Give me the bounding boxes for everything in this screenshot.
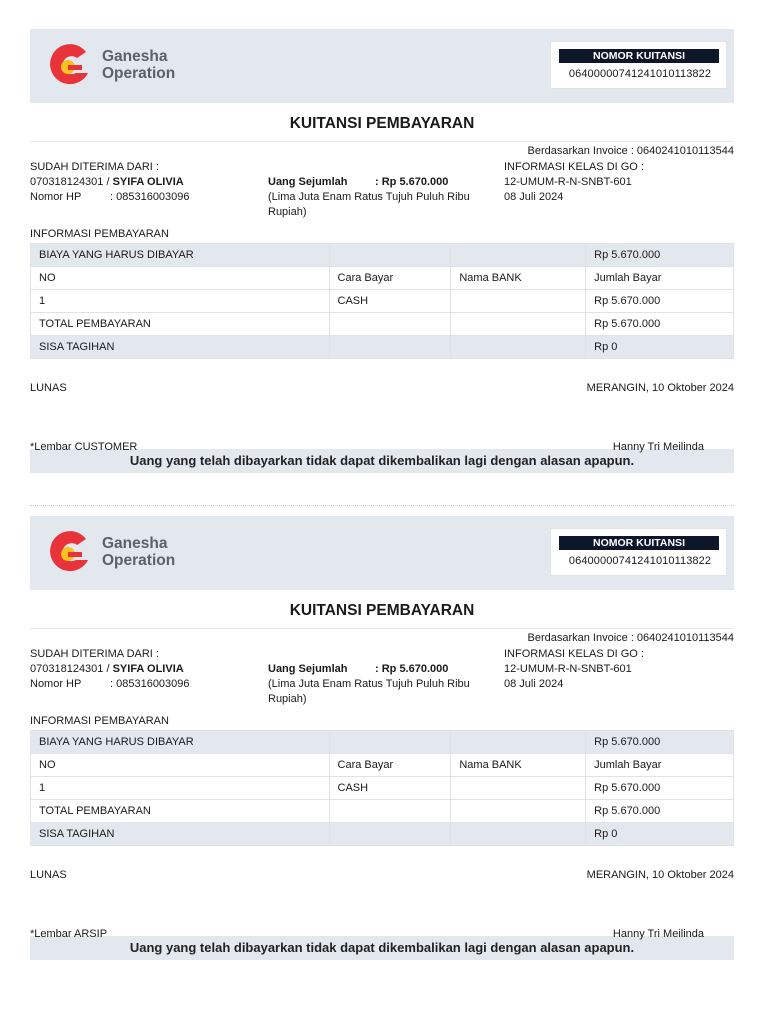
class-info-label: INFORMASI KELAS DI GO : bbox=[504, 648, 644, 660]
invoice-reference: Berdasarkan Invoice : 0640241010113544 bbox=[527, 632, 734, 644]
student-name: SYIFA OLIVIA bbox=[112, 176, 184, 188]
table-cell: 1 bbox=[31, 777, 330, 800]
receipt-number: 06400000741241010113822 bbox=[568, 68, 712, 80]
amount-words-2: Rupiah) bbox=[268, 693, 307, 705]
table-row-due bbox=[31, 731, 734, 754]
receipt-header bbox=[30, 29, 734, 103]
payment-info-label: INFORMASI PEMBAYARAN bbox=[30, 715, 169, 727]
total-label: TOTAL PEMBAYARAN bbox=[31, 313, 330, 336]
total-amount: Rp 5.670.000 bbox=[586, 313, 734, 336]
receipt-number-label: NOMOR KUITANSI bbox=[559, 536, 719, 550]
table-cell: Rp 5.670.000 bbox=[586, 777, 734, 800]
student-id: 070318124301 / bbox=[30, 663, 113, 675]
class-date: 08 Juli 2024 bbox=[504, 678, 564, 690]
receipt-number: 06400000741241010113822 bbox=[568, 555, 712, 567]
sheet-label: *Lembar CUSTOMER bbox=[30, 441, 138, 453]
table-header-row bbox=[31, 754, 734, 777]
phone-label: Nomor HP bbox=[30, 678, 82, 690]
table-row bbox=[31, 777, 734, 800]
amount-value: : Rp 5.670.000 bbox=[375, 663, 449, 675]
payment-status: LUNAS bbox=[30, 382, 67, 394]
company-name-line1: Ganesha bbox=[102, 48, 168, 65]
due-amount: Rp 5.670.000 bbox=[586, 244, 734, 267]
ganesha-operation-logo-icon bbox=[46, 530, 92, 574]
table-cell: CASH bbox=[329, 290, 451, 313]
table-row-due bbox=[31, 244, 734, 267]
total-label: TOTAL PEMBAYARAN bbox=[31, 800, 330, 823]
amount-label: Uang Sejumlah bbox=[268, 176, 348, 188]
phone-number: : 085316003096 bbox=[110, 678, 190, 690]
amount-value: : Rp 5.670.000 bbox=[375, 176, 449, 188]
class-date: 08 Juli 2024 bbox=[504, 191, 564, 203]
remaining-label: SISA TAGIHAN bbox=[31, 336, 330, 359]
column-header: Cara Bayar bbox=[329, 267, 451, 290]
due-label: BIAYA YANG HARUS DIBAYAR bbox=[31, 244, 330, 267]
remaining-label: SISA TAGIHAN bbox=[31, 823, 330, 846]
received-from-label: SUDAH DITERIMA DARI : bbox=[30, 161, 159, 173]
amount-words-1: (Lima Juta Enam Ratus Tujuh Puluh Ribu bbox=[268, 678, 470, 690]
payment-info-label: INFORMASI PEMBAYARAN bbox=[30, 228, 169, 240]
company-name-line2: Operation bbox=[102, 552, 176, 569]
payment-table bbox=[30, 243, 734, 359]
signer-name: Hanny Tri Meilinda bbox=[612, 928, 704, 940]
document-title: KUITANSI PEMBAYARAN bbox=[289, 602, 475, 619]
signature-area bbox=[30, 846, 734, 940]
amount-words-2: Rupiah) bbox=[268, 206, 307, 218]
remaining-amount: Rp 0 bbox=[586, 823, 734, 846]
receipt-number-box bbox=[550, 41, 727, 89]
column-header: Nama BANK bbox=[451, 754, 586, 777]
receipt-customer bbox=[30, 29, 734, 473]
refund-notice: Uang yang telah dibayarkan tidak dapat dikembalikan lagi dengan alasan apapun. bbox=[30, 936, 734, 960]
title-rule bbox=[30, 141, 734, 142]
signature-area bbox=[30, 359, 734, 453]
refund-notice: Uang yang telah dibayarkan tidak dapat dikembalikan lagi dengan alasan apapun. bbox=[30, 449, 734, 473]
class-code: 12-UMUM-R-N-SNBT-601 bbox=[504, 663, 632, 675]
receipt-archive bbox=[30, 516, 734, 960]
student-line bbox=[30, 662, 184, 677]
document-title: KUITANSI PEMBAYARAN bbox=[289, 115, 475, 132]
column-header: Jumlah Bayar bbox=[586, 267, 734, 290]
payment-status: LUNAS bbox=[30, 869, 67, 881]
company-logo bbox=[46, 530, 175, 574]
received-from-label: SUDAH DITERIMA DARI : bbox=[30, 648, 159, 660]
column-header: Jumlah Bayar bbox=[586, 754, 734, 777]
due-label: BIAYA YANG HARUS DIBAYAR bbox=[31, 731, 330, 754]
receipt-number-label: NOMOR KUITANSI bbox=[559, 49, 719, 63]
phone-number: : 085316003096 bbox=[110, 191, 190, 203]
ganesha-operation-logo-icon bbox=[46, 43, 92, 87]
remaining-amount: Rp 0 bbox=[586, 336, 734, 359]
column-header: NO bbox=[31, 267, 330, 290]
sheet-label: *Lembar ARSIP bbox=[30, 928, 108, 940]
student-id: 070318124301 / bbox=[30, 176, 113, 188]
table-cell: 1 bbox=[31, 290, 330, 313]
table-cell: Rp 5.670.000 bbox=[586, 290, 734, 313]
table-cell bbox=[451, 777, 586, 800]
payer-info bbox=[30, 160, 734, 226]
phone-label: Nomor HP bbox=[30, 191, 82, 203]
signer-name: Hanny Tri Meilinda bbox=[612, 441, 704, 453]
company-logo bbox=[46, 43, 175, 87]
table-row bbox=[31, 290, 734, 313]
place-date: MERANGIN, 10 Oktober 2024 bbox=[586, 869, 734, 881]
amount-words-1: (Lima Juta Enam Ratus Tujuh Puluh Ribu bbox=[268, 191, 470, 203]
amount-label: Uang Sejumlah bbox=[268, 663, 348, 675]
column-header: Nama BANK bbox=[451, 267, 586, 290]
student-line bbox=[30, 175, 184, 190]
column-header: NO bbox=[31, 754, 330, 777]
total-amount: Rp 5.670.000 bbox=[586, 800, 734, 823]
place-date: MERANGIN, 10 Oktober 2024 bbox=[586, 382, 734, 394]
table-row-total bbox=[31, 800, 734, 823]
table-header-row bbox=[31, 267, 734, 290]
column-header: Cara Bayar bbox=[329, 754, 451, 777]
class-code: 12-UMUM-R-N-SNBT-601 bbox=[504, 176, 632, 188]
student-name: SYIFA OLIVIA bbox=[112, 663, 184, 675]
table-row-total bbox=[31, 313, 734, 336]
table-row-remaining bbox=[31, 336, 734, 359]
class-info-label: INFORMASI KELAS DI GO : bbox=[504, 161, 644, 173]
table-row-remaining bbox=[31, 823, 734, 846]
payment-table bbox=[30, 730, 734, 846]
receipt-divider bbox=[30, 505, 734, 506]
payer-info bbox=[30, 647, 734, 713]
company-name-line2: Operation bbox=[102, 65, 176, 82]
invoice-reference: Berdasarkan Invoice : 0640241010113544 bbox=[527, 145, 734, 157]
due-amount: Rp 5.670.000 bbox=[586, 731, 734, 754]
company-name-line1: Ganesha bbox=[102, 535, 168, 552]
title-rule bbox=[30, 628, 734, 629]
receipt-header bbox=[30, 516, 734, 590]
table-cell bbox=[451, 290, 586, 313]
receipt-number-box bbox=[550, 528, 727, 576]
table-cell: CASH bbox=[329, 777, 451, 800]
